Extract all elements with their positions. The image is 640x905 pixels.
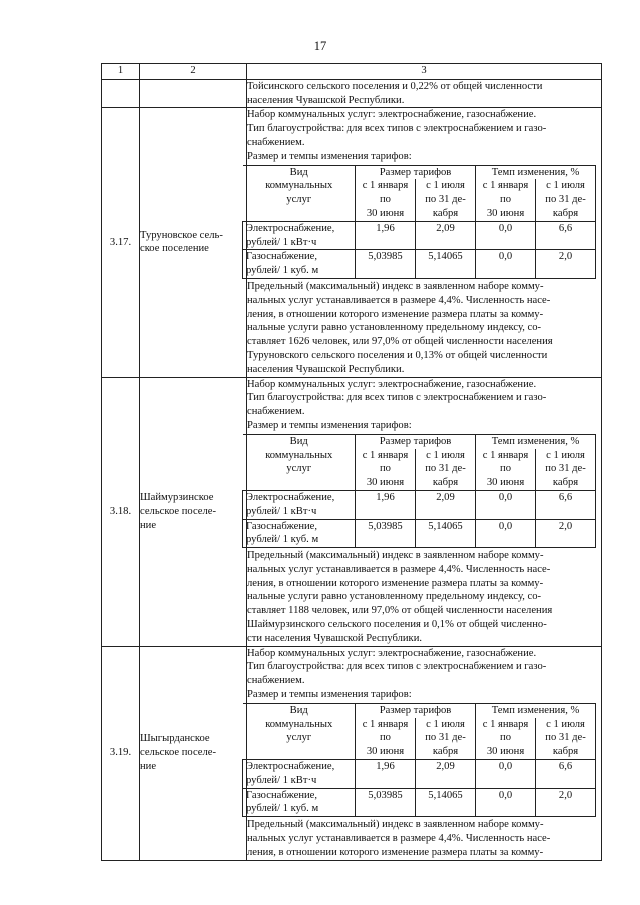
tariff-size-header: Размер тарифов (356, 434, 476, 448)
cell-line: Электроснабжение, (246, 761, 335, 773)
cell-line: рублей/ 1 кВт·ч (246, 774, 317, 786)
tariff-value: 0,0 (476, 788, 536, 817)
tariff-value: 2,0 (536, 788, 596, 817)
cell-line: Электроснабжение, (246, 222, 335, 234)
cell-line: с 1 января (362, 718, 409, 730)
cell-line: с 1 июля (546, 718, 585, 730)
text-line: нальных услуг устанавливается в размере 4,4%. Численность насе- (247, 294, 551, 306)
cell-line: рублей/ 1 куб. м (246, 265, 319, 277)
service-name (243, 788, 356, 817)
tariff-value: 1,96 (356, 760, 416, 789)
period-header (416, 179, 476, 221)
cell-line: с 1 июля (426, 180, 465, 192)
period-header (536, 449, 596, 491)
settlement-name-line: Туруновское сель- (140, 229, 223, 241)
cell-line: с 1 января (362, 180, 409, 192)
text-line: ставляет 1626 человек, или 97,0% от общей численности населения (247, 336, 553, 348)
text-line: ставляет 1188 человек, или 97,0% от общей численности населения (247, 605, 553, 617)
column-header-3: 3 (247, 64, 602, 80)
tariff-value: 5,03985 (356, 519, 416, 548)
tariff-table (242, 434, 596, 548)
page-number: 17 (313, 39, 327, 53)
cell-line: 30 июня (366, 477, 405, 489)
entry-description (247, 377, 602, 646)
period-header (476, 718, 536, 760)
text-line: нальных услуг устанавливается в размере 4,4%. Численность насе- (247, 833, 551, 845)
rates-title: Размер и темпы изменения тарифов: (247, 419, 412, 431)
entry-number: 3.18. (102, 377, 140, 646)
text-line: нальных услуг устанавливается в размере 4,4%. Численность насе- (247, 563, 551, 575)
cell-line: с 1 июля (546, 449, 585, 461)
cell-line: 30 июня (486, 477, 525, 489)
entry-row (102, 108, 602, 377)
tariff-value: 5,14065 (416, 250, 476, 279)
cell-line: кабря (552, 746, 579, 758)
continuation-row (102, 79, 602, 108)
cell-line: по 31 де- (425, 732, 466, 744)
cell-line: кабря (552, 207, 579, 219)
tariff-value: 2,0 (536, 519, 596, 548)
settlement-name-line: Шыгырданское (140, 733, 210, 745)
tariff-value: 6,6 (536, 760, 596, 789)
service-header (243, 165, 356, 221)
text-line: Шаймурзинского сельского поселения и 0,1% от общей численно- (247, 619, 547, 631)
cell-line: по 31 де- (425, 194, 466, 206)
service-name (243, 250, 356, 279)
period-header (356, 179, 416, 221)
cell-line: коммунальных (265, 449, 333, 461)
tariff-table (242, 703, 596, 817)
cell-line: коммунальных (265, 718, 333, 730)
tariff-header-row (243, 434, 596, 448)
tariff-value: 1,96 (356, 490, 416, 519)
tariff-value: 5,03985 (356, 788, 416, 817)
rates-title: Размер и темпы изменения тарифов: (247, 150, 412, 162)
tariff-row (243, 221, 596, 250)
settlement-name-line: ние (140, 519, 157, 531)
text-line: ления, в отношении которого изменение размера платы за комму- (247, 308, 544, 320)
text-line: нальные услуги равно установленному предельному индексу, со- (247, 322, 542, 334)
cell-line: 30 июня (366, 207, 405, 219)
settlement-name-line: сельское поселе- (140, 505, 217, 517)
cell-line: 30 июня (486, 207, 525, 219)
cell-line: Вид (289, 166, 308, 178)
cell-line: рублей/ 1 куб. м (246, 534, 319, 546)
cell-line: по 31 де- (545, 732, 586, 744)
change-rate-header: Темп изменения, % (476, 434, 596, 448)
tariff-row (243, 519, 596, 548)
services-set: Набор коммунальных услуг: электроснабжение, газоснабжение. (247, 378, 537, 390)
cell-line: по 31 де- (425, 463, 466, 475)
cell-line: по (380, 194, 391, 206)
service-name (243, 221, 356, 250)
text-line: Тип благоустройства: для всех типов с электроснабжением и газо- (247, 392, 547, 404)
cell-line: услуг (286, 194, 312, 206)
period-header (536, 179, 596, 221)
service-header (243, 703, 356, 759)
rates-title: Размер и темпы изменения тарифов: (247, 689, 412, 701)
settlement-name-line: Шаймурзинское (140, 491, 214, 503)
cell-line: с 1 января (362, 449, 409, 461)
cell-line: услуг (286, 463, 312, 475)
services-set: Набор коммунальных услуг: электроснабжение, газоснабжение. (247, 647, 537, 659)
text-line: Тип благоустройства: для всех типов с электроснабжением и газо- (247, 123, 547, 135)
text-line: ления, в отношении которого изменение размера платы за комму- (247, 577, 544, 589)
cell-line: кабря (432, 207, 459, 219)
entry-number: 3.19. (102, 646, 140, 860)
tariff-value: 6,6 (536, 490, 596, 519)
cell-line: Вид (289, 704, 308, 716)
text-line: ления, в отношении которого изменение размера платы за комму- (247, 846, 544, 858)
tariff-value: 0,0 (476, 519, 536, 548)
period-header (416, 449, 476, 491)
text-line: Туруновского сельского поселения и 0,13% от общей численности (247, 349, 548, 361)
cell-line: с 1 июля (426, 449, 465, 461)
settlement-name-line: ние (140, 761, 157, 773)
cell-line: рублей/ 1 кВт·ч (246, 505, 317, 517)
cell-line: по (500, 732, 511, 744)
period-header (356, 718, 416, 760)
tariff-header-row (243, 703, 596, 717)
period-header (476, 179, 536, 221)
tariff-header-row (243, 165, 596, 179)
cell-line: по 31 де- (545, 463, 586, 475)
entry-row (102, 377, 602, 646)
cell-line: Газоснабжение, (246, 251, 318, 263)
service-name (243, 519, 356, 548)
entry-row (102, 646, 602, 860)
cell-line: по (500, 463, 511, 475)
cell-line: Электроснабжение, (246, 491, 335, 503)
tariff-value: 6,6 (536, 221, 596, 250)
change-rate-header: Темп изменения, % (476, 703, 596, 717)
tariff-value: 5,14065 (416, 519, 476, 548)
tariff-value: 0,0 (476, 490, 536, 519)
cell-line: Газоснабжение, (246, 520, 318, 532)
cell-line: по (500, 194, 511, 206)
cell-line: с 1 июля (426, 718, 465, 730)
settlement-name (140, 377, 247, 646)
entry-description (247, 646, 602, 860)
main-table (101, 63, 602, 861)
cell-line: коммунальных (265, 180, 333, 192)
service-header (243, 434, 356, 490)
tariff-value: 5,03985 (356, 250, 416, 279)
cell-line: по (380, 732, 391, 744)
text-line: Предельный (максимальный) индекс в заявленном наборе комму- (247, 280, 544, 292)
tariff-size-header: Размер тарифов (356, 165, 476, 179)
text-line: снабжением. (247, 406, 305, 418)
tariff-value: 2,0 (536, 250, 596, 279)
cell-line: по 31 де- (545, 194, 586, 206)
continuation-text (247, 79, 602, 108)
service-name (243, 490, 356, 519)
tariff-row (243, 250, 596, 279)
text-line: снабжением. (247, 675, 305, 687)
text-line: Предельный (максимальный) индекс в заявленном наборе комму- (247, 550, 544, 562)
tariff-row (243, 490, 596, 519)
tariff-row (243, 788, 596, 817)
tariff-value: 2,09 (416, 760, 476, 789)
tariff-value: 2,09 (416, 221, 476, 250)
tariff-value: 0,0 (476, 250, 536, 279)
cell-line: кабря (432, 477, 459, 489)
settlement-name-line: сельское поселе- (140, 747, 217, 759)
tariff-value: 0,0 (476, 760, 536, 789)
change-rate-header: Темп изменения, % (476, 165, 596, 179)
text-line: населения Чувашской Республики. (247, 363, 405, 375)
tariff-size-header: Размер тарифов (356, 703, 476, 717)
period-header (416, 718, 476, 760)
service-name (243, 760, 356, 789)
period-header (476, 449, 536, 491)
cell-line: с 1 января (482, 449, 529, 461)
tariff-value: 1,96 (356, 221, 416, 250)
text-line: населения Чувашской Республики. (247, 94, 405, 106)
cell-line: услуг (286, 732, 312, 744)
column-header-2: 2 (140, 64, 247, 80)
cell-line: кабря (552, 477, 579, 489)
settlement-name-line: ское поселение (140, 243, 209, 255)
tariff-value: 0,0 (476, 221, 536, 250)
cell-line: по (380, 463, 391, 475)
tariff-value: 5,14065 (416, 788, 476, 817)
services-set: Набор коммунальных услуг: электроснабжение, газоснабжение. (247, 109, 537, 121)
cell-line: 30 июня (486, 746, 525, 758)
cell-line: Вид (289, 435, 308, 447)
cell-line: Газоснабжение, (246, 789, 318, 801)
cell-line: 30 июня (366, 746, 405, 758)
text-line: сти населения Чувашской Республики. (247, 632, 423, 644)
text-line: Тип благоустройства: для всех типов с электроснабжением и газо- (247, 661, 547, 673)
cell-line: рублей/ 1 куб. м (246, 803, 319, 815)
entry-number: 3.17. (102, 108, 140, 377)
column-header-row (102, 64, 602, 80)
column-header-1: 1 (102, 64, 140, 80)
period-header (536, 718, 596, 760)
tariff-row (243, 760, 596, 789)
text-line: снабжением. (247, 136, 305, 148)
settlement-name (140, 108, 247, 377)
cell-line: кабря (432, 746, 459, 758)
tariff-value: 2,09 (416, 490, 476, 519)
cell-line: с 1 января (482, 180, 529, 192)
settlement-name (140, 646, 247, 860)
cell-line: с 1 июля (546, 180, 585, 192)
tariff-table (242, 165, 596, 279)
entry-description (247, 108, 602, 377)
period-header (356, 449, 416, 491)
text-line: Предельный (максимальный) индекс в заявленном наборе комму- (247, 819, 544, 831)
cell-line: рублей/ 1 кВт·ч (246, 236, 317, 248)
text-line: Тойсинского сельского поселения и 0,22% от общей численности (247, 80, 543, 92)
cell-line: с 1 января (482, 718, 529, 730)
text-line: нальные услуги равно установленному предельному индексу, со- (247, 591, 542, 603)
